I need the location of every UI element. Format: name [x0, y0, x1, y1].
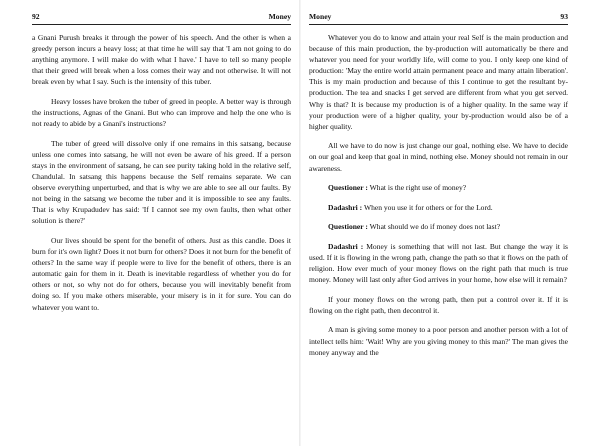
left-running-title: Money [268, 12, 291, 21]
dialogue-speaker-dadashri: Dadashri : [328, 241, 364, 251]
dialogue-text: What should we do if money does not last? [369, 222, 501, 232]
dialogue-line-4 [309, 241, 568, 285]
dialogue-line-3 [309, 221, 568, 232]
dialogue-text: Money is something that will not last. But change the way it is used. If it is flowing in the wrong path, change the path so that it flows on the path of religion. How ever much of your money flows on the right path that much is true money. Money will last only after God arrives in your home, how else will it remain? [309, 241, 568, 285]
left-paragraph-3: The tuber of greed will dissolve only if one remains in this satsang, because unless one comes into satsang, he will not even be aware of his greed. If a person stays in the environment of satsang, he can see purity taking hold in the relative self, Chandulal. In satsang this happens because the Self remains separate. We can observe everything unperturbed, and that is why we are able to see all our faults. By not being in the satsang we become the tuber and it is impossible to see any faults. That is why Krupadudev has said: 'If I cannot see my own faults, then what other solution is there?' [32, 138, 291, 226]
right-paragraph-4: A man is giving some money to a poor person and another person with a lot of intellect tells him: 'Wait! Why are you giving money to this man?' The man gives the money anyway and the [309, 325, 568, 357]
left-running-head [32, 12, 291, 25]
right-paragraph-1: Whatever you do to know and attain your real Self is the main production and because of this main production, the by-production will automatically be there and whatever you need for your worldly life, will come to you. I only keep one kind of production: 'May the entire world attain permanent peace and many attain liberation'. This is my main production and because of this I continue to get the resultant by-production. The tea and snacks I get served are different from what you get served. Why is that? It is because my production is of a higher quality. In the same way if your production were of a higher quality, your by-production would also be of a higher quality. [309, 33, 568, 131]
dialogue-speaker-dadashri: Dadashri : [328, 202, 363, 212]
left-page-number: 92 [32, 12, 40, 21]
dialogue-speaker-questioner: Questioner : [328, 183, 368, 193]
dialogue-line-1 [309, 182, 568, 193]
right-page-number: 93 [560, 12, 568, 21]
left-paragraph-2: Heavy losses have broken the tuber of greed in people. A better way is through the instructions, Agnas of the Gnani. But who can improve and help the one who is not ready to abide by a Gnani's instructions? [32, 96, 291, 129]
right-paragraph-2: All we have to do now is just change our goal, nothing else. We have to decide on our goal and keep that goal in mind, nothing else. Money should not remain in our awareness. [309, 141, 568, 173]
left-paragraph-4: Our lives should be spent for the benefit of others. Just as this candle. Does it burn for it's own light? Does it not burn for others? Does it not burn for the benefit of others? In the same way if people were to live for the benefit of others, there is an automatic gain for them in it. Death is inevitable regardless of whether you do for others or not, so why not do for others, because you will inevitably benefit from doing so. If you make others miserable, your misery is in it for sure. You can do whatever you want to. [32, 236, 291, 312]
left-body-text [32, 32, 291, 313]
right-paragraph-3: If your money flows on the wrong path, then put a control over it. If it is flowing on the right path, then decontrol it. [309, 294, 568, 315]
dialogue-line-2 [309, 202, 568, 213]
right-page [300, 0, 600, 446]
right-running-head [309, 12, 568, 25]
right-running-title: Money [309, 12, 332, 21]
right-body-text [309, 32, 568, 358]
dialogue-text: When you use it for others or for the Lord. [363, 202, 493, 212]
dialogue-text: What is the right use of money? [369, 183, 467, 193]
left-paragraph-1: a Gnani Purush breaks it through the power of his speech. And the other is when a greedy person incurs a heavy loss; at that time he will say that 'I am not going to do anything anymore. I will make do with what I have.' I have to tell so many people that their greed will break when a loss comes their way and not otherwise. It will not break even by what I say. Such is the intensity of this tuber. [32, 33, 291, 87]
dialogue-speaker-questioner: Questioner : [328, 222, 368, 232]
